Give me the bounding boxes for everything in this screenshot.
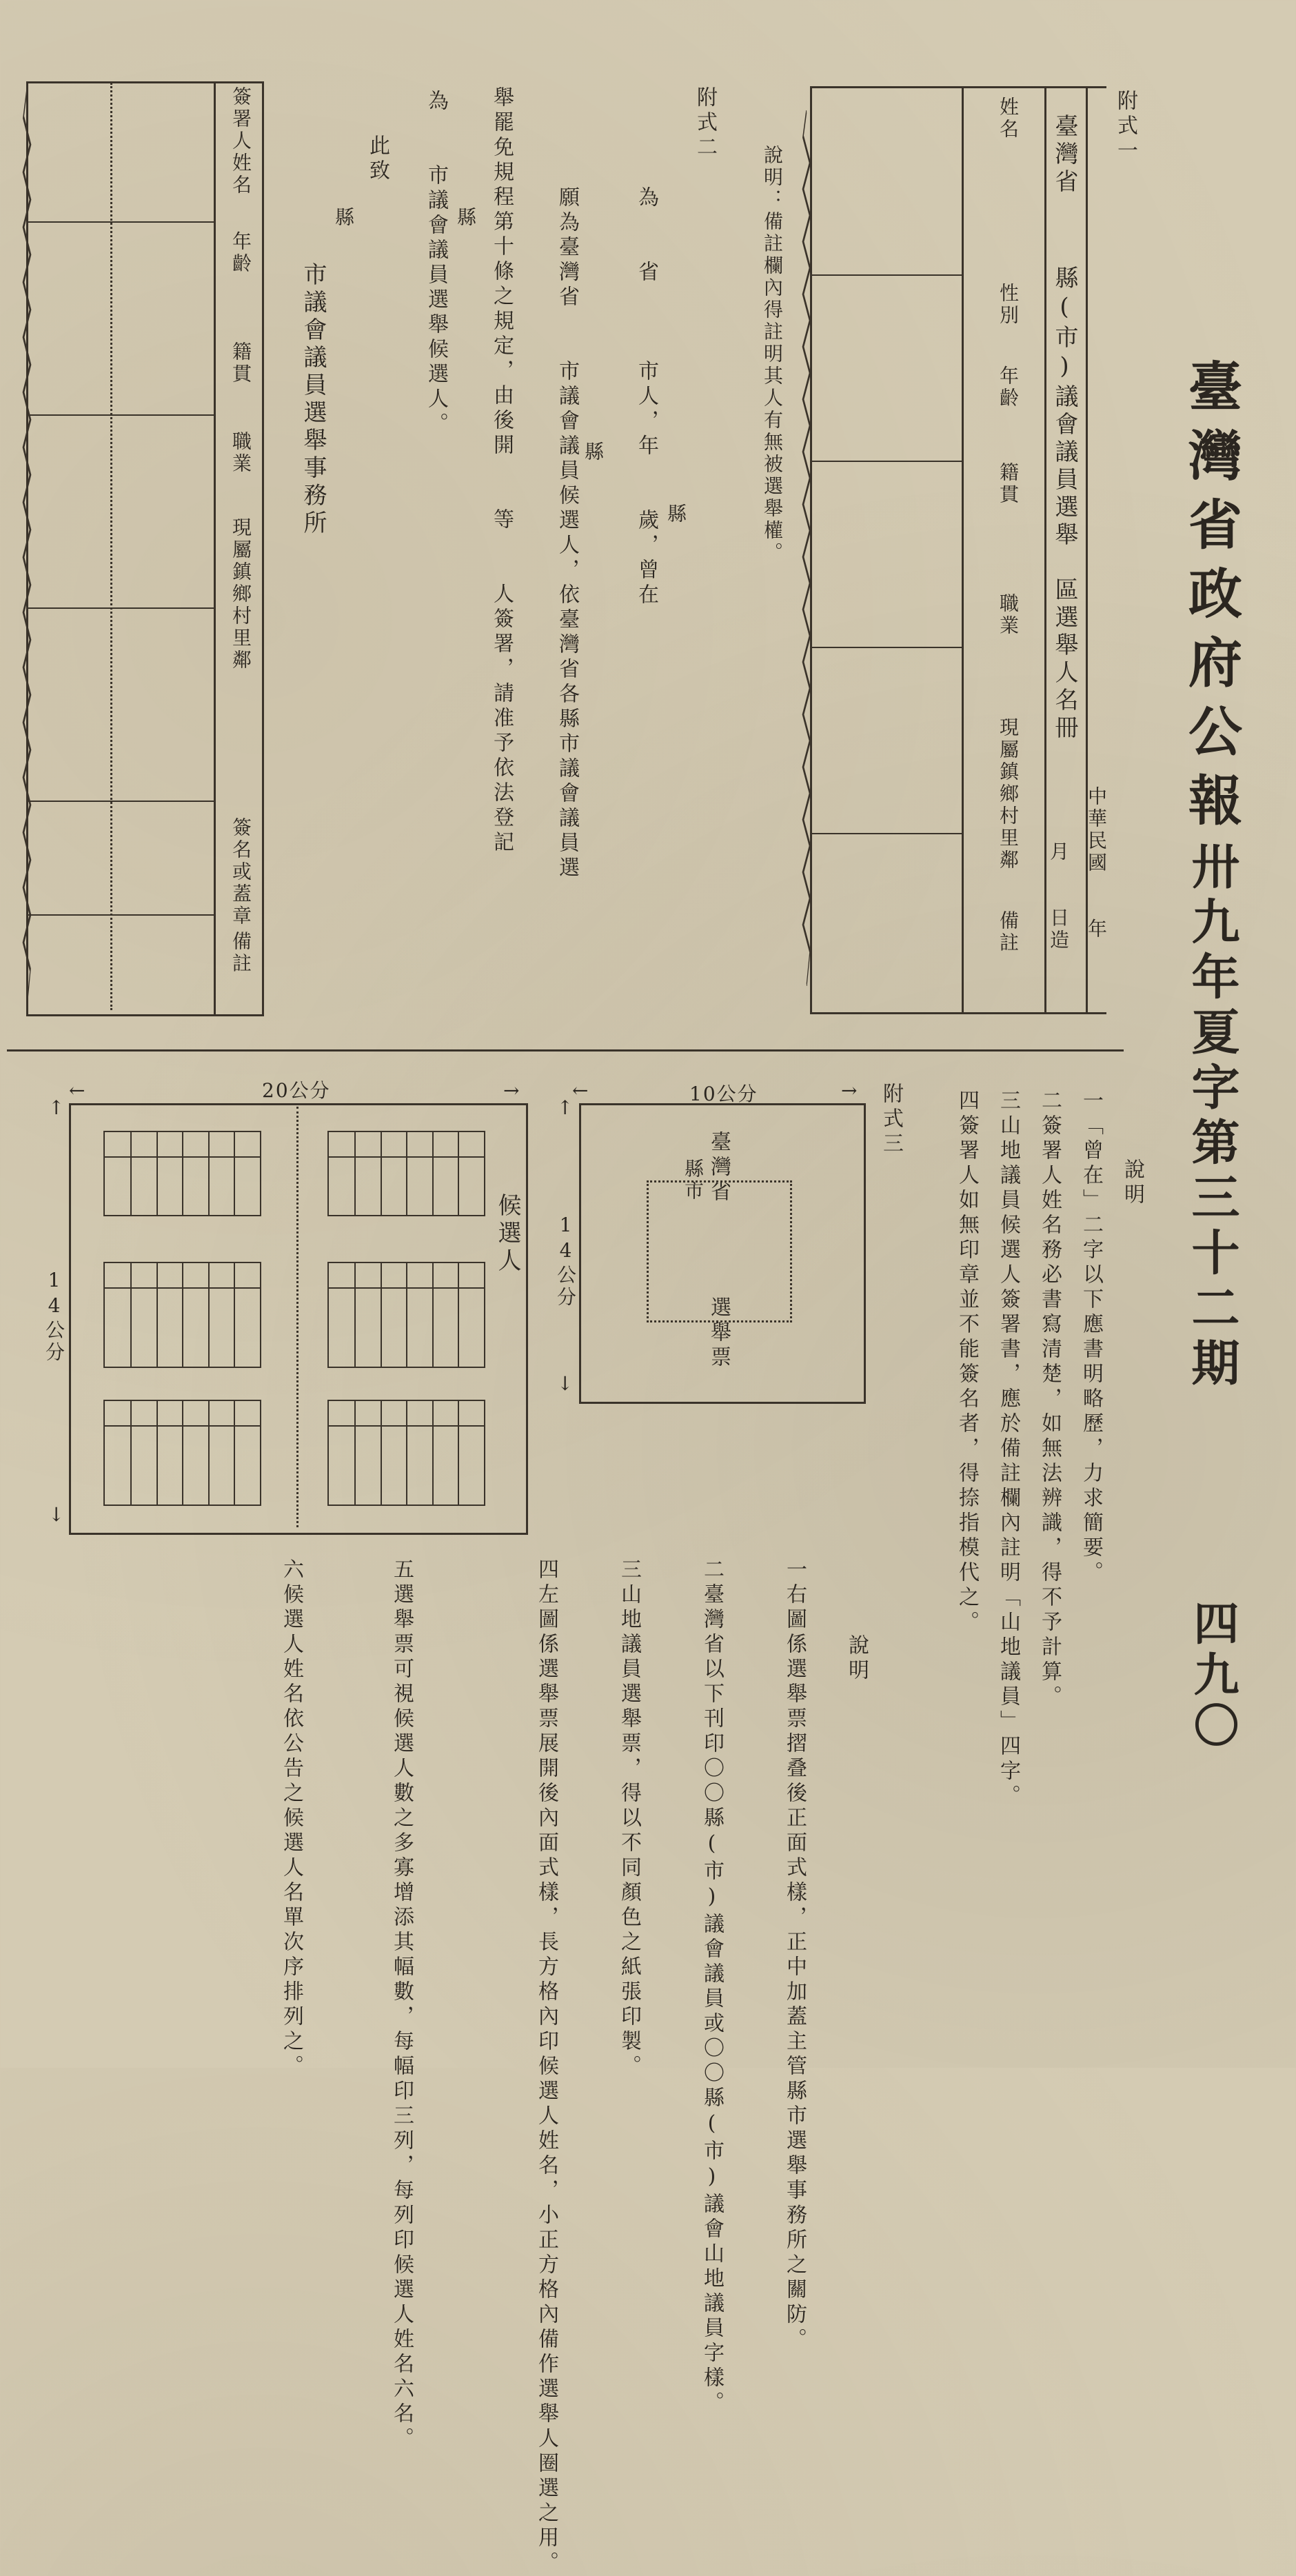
form1-province: 臺灣省 <box>1051 114 1078 197</box>
form3-height-label: 14公分 <box>554 1214 577 1309</box>
form2-break-mark <box>22 90 32 1007</box>
form2-col-origin: 籍貫 <box>230 341 252 385</box>
candidate-block-2 <box>103 1262 261 1368</box>
form2-line2-county: 縣 <box>582 441 605 463</box>
notes1-item-3: 三山地議員候選人簽署書，應於備註欄內註明「山地議員」四字。 <box>996 1089 1020 1809</box>
form3-width-label: 10公分 <box>689 1083 758 1105</box>
candidate-block-5 <box>327 1262 485 1368</box>
form2-label: 附式二 <box>693 86 717 161</box>
candidate-block-3 <box>103 1400 261 1506</box>
notes2-item-1: 一右圖係選舉票摺叠後正面式樣，正中加蓋主管縣市選舉事務所之關防。 <box>782 1558 807 2353</box>
issue-number: 卅九年夏字第三十二期 <box>1184 841 1241 1393</box>
notes2-item-2: 二臺灣省以下刊印〇〇縣(市)議會議員或〇〇縣(市)議會山地議員字樣。 <box>700 1558 724 2416</box>
form2-line1: 為 省 市人，年 歲，曾在 <box>634 186 658 608</box>
form1-col-residence: 現屬鎮鄉村里鄰 <box>997 717 1020 872</box>
form3-arrow-up: ↑ <box>557 1096 576 1119</box>
form2-header-row <box>217 86 259 1010</box>
candidate-block-4 <box>327 1131 485 1216</box>
form2-line3: 舉罷免規程第十條之規定，由後開 等 人簽署，請准予依法登記 <box>489 86 514 856</box>
sheet-height-label: 14公分 <box>43 1269 65 1364</box>
form2-col-occupation: 職業 <box>230 431 252 475</box>
page-number: 四九〇 <box>1186 1600 1239 1753</box>
section-divider <box>7 1049 1124 1051</box>
form1-col-remarks: 備註 <box>997 910 1020 954</box>
gazette-title: 臺灣省政府公報 <box>1179 359 1242 841</box>
form1-date-year: 中華民國 年 <box>1085 786 1108 940</box>
notes1-item-1: 一「曾在」二字以下應書明略歷，力求簡要。 <box>1079 1089 1103 1586</box>
form1-col-origin: 籍貫 <box>997 462 1020 506</box>
form2-line4: 為 市議會議員選舉候選人。 <box>424 90 448 437</box>
notes2-item-3: 三山地議員選舉票，得以不同顏色之紙張印製。 <box>617 1558 641 2080</box>
form2-line6-county: 縣 <box>332 207 355 229</box>
form2-col-seal: 簽名或蓋章 <box>230 817 252 927</box>
form3-text-county: 縣市 <box>682 1158 705 1203</box>
form3-arrow-down: ↓ <box>557 1372 576 1395</box>
form1-col-age: 年齡 <box>997 365 1020 410</box>
notes2-item-6: 六候選人姓名依公告之候選人名單次序排列之。 <box>279 1558 303 2080</box>
sheet-arrow-up: ↑ <box>48 1096 68 1119</box>
sheet-arrow-left: ← <box>69 1079 88 1102</box>
form3-label: 附式三 <box>879 1083 903 1157</box>
form2-line5: 此致 <box>365 134 389 184</box>
form1-col-sex: 性別 <box>997 283 1020 327</box>
form2-col-residence: 現屬鎮鄉村里鄰 <box>230 517 252 672</box>
form3-arrow-left: ← <box>572 1079 591 1102</box>
form2-line4-county: 縣 <box>454 207 477 229</box>
notes2-item-5: 五選舉票可視候選人數之多寡增添其幅數，每幅印三列，每列印候選人姓名六名。 <box>389 1558 414 2452</box>
form2-dotted-divider <box>110 83 112 1010</box>
form1-label: 附式一 <box>1113 90 1137 164</box>
form3-text-ballot: 選舉票 <box>707 1296 731 1371</box>
form1-title: 縣(市)議會議員選舉 區選舉人名冊 <box>1051 265 1078 743</box>
form1-col-occupation: 職業 <box>997 593 1020 637</box>
form2-line1-county: 縣 <box>665 503 687 525</box>
sheet-title: 候選人 <box>494 1193 521 1276</box>
form2-line2: 願為臺灣省 市議會議員候選人，依臺灣省各縣市議會議員選 <box>555 186 579 881</box>
sheet-arrow-right: → <box>503 1079 523 1102</box>
form2-col-age: 年齡 <box>230 231 252 275</box>
notes1-item-2: 二簽署人姓名務必書寫清楚，如無法辨識，得不予計算。 <box>1037 1089 1062 1710</box>
notes2-item-4: 四左圖係選舉票展開後內面式樣，長方格內印候選人姓名，小正方格內備作選舉人圈選之用。 <box>534 1558 558 2576</box>
sheet-fold-line <box>296 1107 298 1527</box>
form1-col-name: 姓名 <box>997 97 1020 141</box>
form1-note: 說明：備註欄內得註明其人有無被選舉權。 <box>761 145 784 564</box>
notes1-heading: 說明 <box>1120 1158 1144 1208</box>
notes1-item-4: 四簽署人如無印章並不能簽名者，得捺指模代之。 <box>955 1089 979 1636</box>
form2-col-remarks: 備註 <box>230 931 252 975</box>
sheet-width-label: 20公分 <box>262 1079 331 1102</box>
form3-text-province: 臺灣省 <box>707 1131 731 1205</box>
form2-col-signer: 簽署人姓名 <box>230 86 252 197</box>
form3-arrow-right: → <box>841 1079 860 1102</box>
candidate-block-1 <box>103 1131 261 1216</box>
form1-break-mark <box>802 110 811 986</box>
form1-header-row <box>965 97 1048 1007</box>
form1-date-day: 月 日造 <box>1047 841 1070 952</box>
sheet-arrow-down: ↓ <box>48 1503 68 1526</box>
candidate-block-6 <box>327 1400 485 1506</box>
notes2-heading: 說明 <box>844 1634 869 1684</box>
form2-line6: 市議會議員選舉事務所 <box>299 207 327 538</box>
